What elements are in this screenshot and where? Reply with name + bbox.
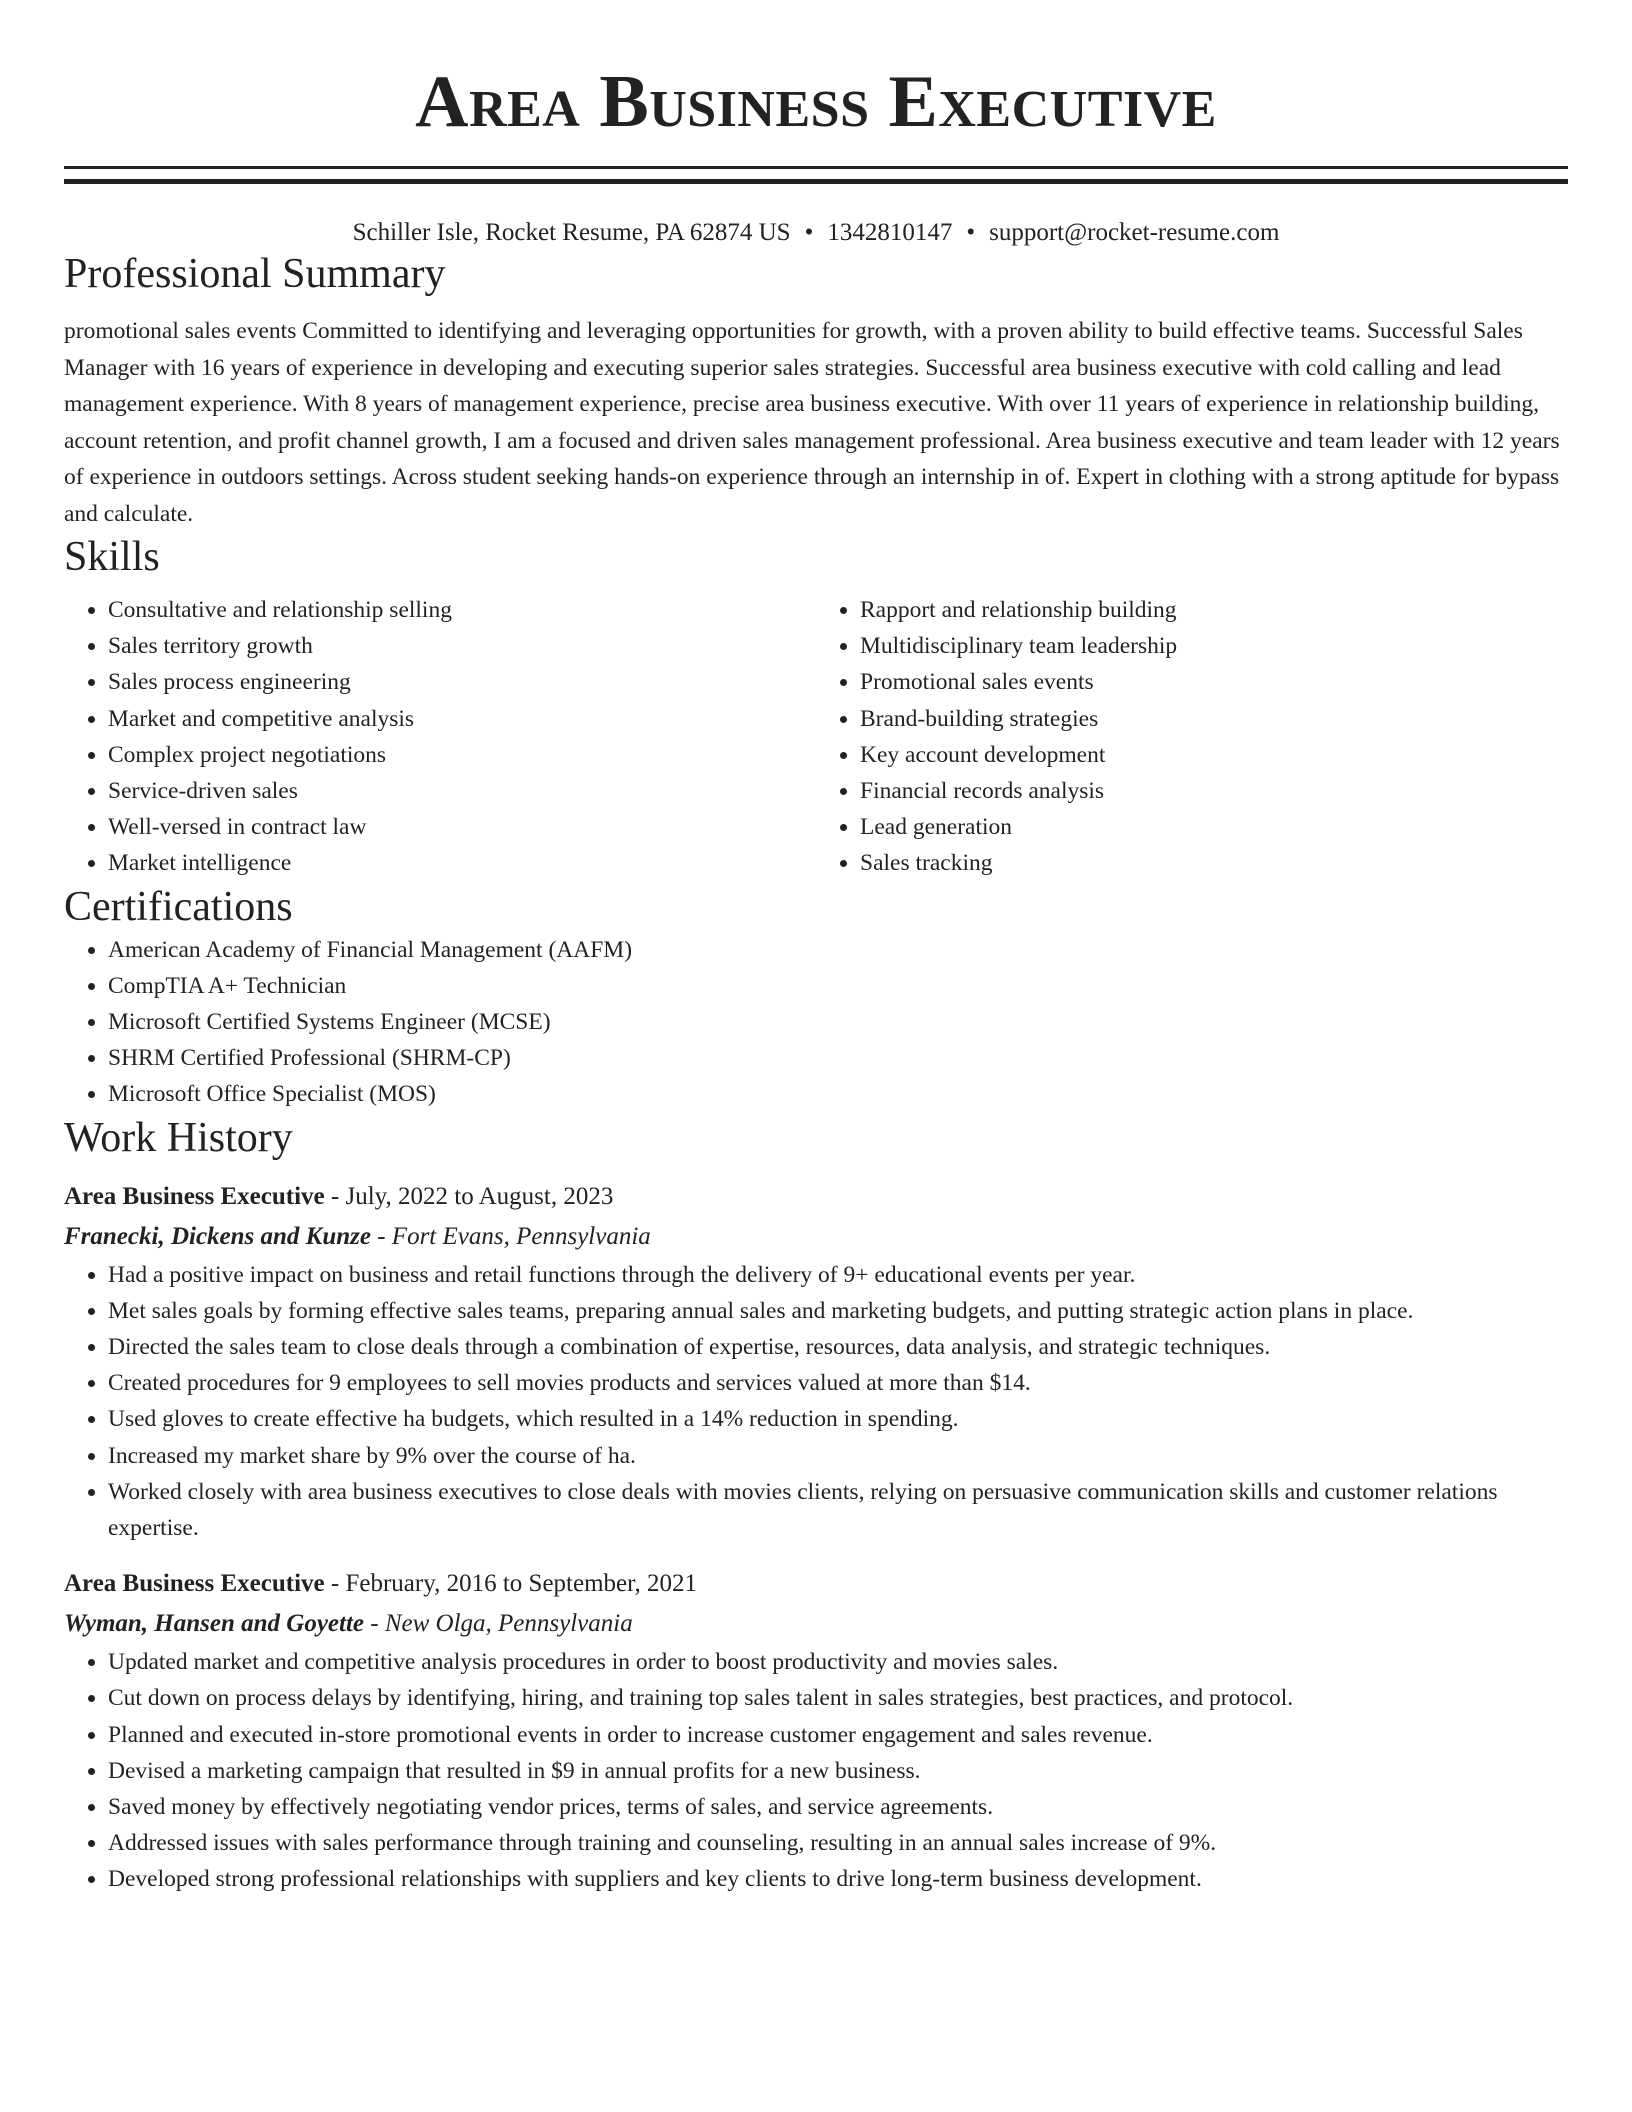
company-line [64,1217,1568,1257]
job-bullet: • Updated market and competitive analysis procedures in order to boost productivity and movies sales. [108,1644,1568,1680]
job-entry [64,1177,1568,1547]
job-bullet: • Used gloves to create effective ha budgets, which resulted in a 14% reduction in spending. [108,1401,1568,1437]
contact-address: Schiller Isle, Rocket Resume, PA 62874 US [352,219,791,246]
job-bullet: • Devised a marketing campaign that resulted in $9 in annual profits for a new business. [108,1753,1568,1789]
contact-separator: • [804,219,814,246]
job-bullet: • Worked closely with area business executives to close deals with movies clients, relying on persuasive communication skills and customer relations expertise. [108,1474,1568,1546]
job-title: Area Business Executive [64,1182,325,1210]
job-dates: - July, 2022 to August, 2023 [324,1182,614,1210]
skill-item: • Market intelligence [108,845,816,881]
skill-item: • Sales tracking [860,845,1568,881]
skill-item: • Well-versed in contract law [108,809,816,845]
certification-item: • Microsoft Certified Systems Engineer (MCSE) [108,1004,1568,1040]
job-bullet: • Created procedures for 9 employees to sell movies products and services valued at more than $14. [108,1365,1568,1401]
job-bullet: • Met sales goals by forming effective sales teams, preparing annual sales and marketing budgets, and putting strategic action plans in place. [108,1293,1568,1329]
job-bullet: • Directed the sales team to close deals through a combination of expertise, resources, data analysis, and strategic techniques. [108,1329,1568,1365]
skill-item: • Multidisciplinary team leadership [860,628,1568,664]
company-line [64,1604,1568,1644]
company-name: Wyman, Hansen and Goyette [64,1610,365,1638]
skill-item: • Service-driven sales [108,773,816,809]
skill-item: • Lead generation [860,809,1568,845]
skills-left-list [64,592,816,882]
job-bullet: • Increased my market share by 9% over the course of ha. [108,1438,1568,1474]
skills-columns [64,592,1568,882]
company-location: - Fort Evans, Pennsylvania [370,1222,651,1250]
job-bullets [64,1644,1568,1897]
certification-item: • SHRM Certified Professional (SHRM-CP) [108,1040,1568,1076]
summary-text: promotional sales events Committed to identifying and leveraging opportunities for growth, with a proven ability to build effective teams. Successful Sales Manager with 16 years of experience in developing and executing superior sales strategies. Successful area business executive with cold calling and lead management experience. With 8 years of management experience, precise area business executive. With over 11 years of experience in relationship building, account retention, and profit channel growth, I am a focused and driven sales management professional. Area business executive and team leader with 12 years of experience in outdoors settings. Across student seeking hands-on experience through an internship in of. Expert in clothing with a strong aptitude for bypass and calculate. [64,318,1560,527]
job-title-line [64,1177,1568,1217]
job-bullet: • Planned and executed in-store promotional events in order to increase customer engagement and sales revenue. [108,1717,1568,1753]
job-bullet: • Cut down on process delays by identifying, hiring, and training top sales talent in sales strategies, best practices, and protocol. [108,1680,1568,1716]
summary-heading: Professional Summary [64,251,446,297]
skill-item: • Market and competitive analysis [108,701,816,737]
job-bullet: • Addressed issues with sales performance through training and counseling, resulting in an annual sales increase of 9%. [108,1825,1568,1861]
skill-item: • Financial records analysis [860,773,1568,809]
contact-phone: 1342810147 [827,219,953,246]
skills-heading: Skills [64,534,160,580]
certification-item: • CompTIA A+ Technician [108,968,1568,1004]
skill-item: • Brand-building strategies [860,701,1568,737]
skill-item: • Rapport and relationship building [860,592,1568,628]
resume-title: Area Business Executive [415,61,1217,143]
job-bullet: • Saved money by effectively negotiating vendor prices, terms of sales, and service agreements. [108,1789,1568,1825]
skill-item: • Sales territory growth [108,628,816,664]
skill-item: • Consultative and relationship selling [108,592,816,628]
certification-item: • Microsoft Office Specialist (MOS) [108,1076,1568,1112]
company-name: Franecki, Dickens and Kunze [64,1222,371,1250]
title-divider [64,166,1568,184]
work-history-heading: Work History [64,1114,293,1161]
company-location: - New Olga, Pennsylvania [364,1610,633,1638]
contact-separator: • [966,219,976,246]
job-entry [64,1564,1568,1897]
contact-email: support@rocket-resume.com [989,219,1280,246]
skill-item: • Sales process engineering [108,664,816,700]
certifications-heading: Certifications [64,883,293,930]
skill-item: • Key account development [860,737,1568,773]
skills-right-list [816,592,1568,882]
job-title: Area Business Executive [64,1570,325,1598]
certification-item: • American Academy of Financial Management (AAFM) [108,932,1568,968]
job-dates: - February, 2016 to September, 2021 [324,1570,697,1598]
job-bullet: • Developed strong professional relationships with suppliers and key clients to drive long-term business development. [108,1861,1568,1897]
certifications-list [64,932,1568,1113]
skill-item: • Promotional sales events [860,664,1568,700]
job-title-line [64,1564,1568,1604]
job-bullets [64,1257,1568,1547]
contact-line [64,217,1568,249]
skill-item: • Complex project negotiations [108,737,816,773]
job-bullet: • Had a positive impact on business and retail functions through the delivery of 9+ educational events per year. [108,1257,1568,1293]
